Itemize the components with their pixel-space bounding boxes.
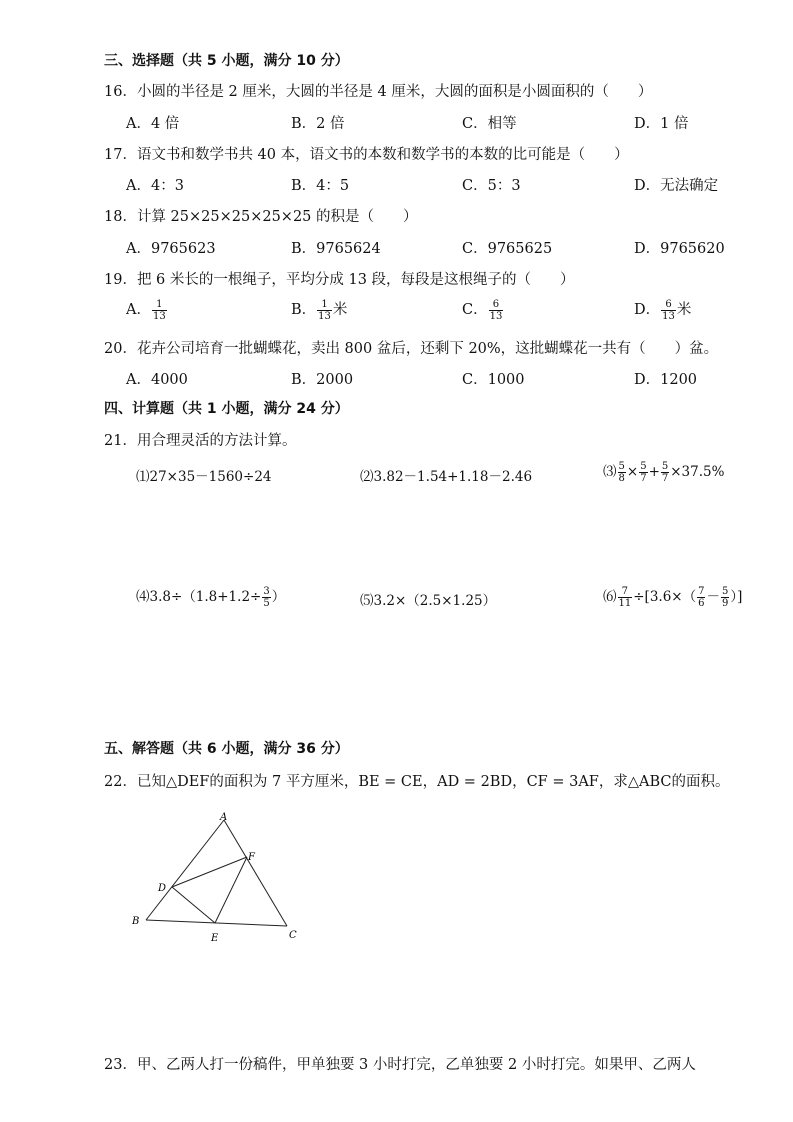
fraction — [618, 461, 626, 484]
question-16: 16．小圆的半径是 2 厘米，大圆的半径是 4 厘米，大圆的面积是小圆面积的（ ） — [104, 84, 653, 100]
option-d: D．1200 — [634, 372, 698, 388]
triangle-figure — [120, 808, 320, 948]
expression-head: ⑷3.8÷（1.8+1.2÷ — [136, 589, 262, 605]
numerator: 5 — [640, 461, 647, 472]
question-20: 20．花卉公司培育一批蝴蝶花，卖出 800 盆后，还剩下 20%，这批蝴蝶花一共有（ ）盆。 — [104, 341, 719, 357]
option-c: C．相等 — [462, 116, 517, 132]
option-a — [126, 298, 168, 322]
item-number: ⑹ — [603, 589, 617, 605]
option-label: C． — [462, 302, 488, 318]
edge-ac — [224, 820, 287, 926]
numerator: 1 — [317, 299, 332, 311]
denominator: 13 — [318, 310, 331, 322]
question-19: 19．把 6 米长的一根绳子，平均分成 13 段，每段是这根绳子的（ ） — [104, 272, 575, 288]
denominator: 9 — [721, 598, 729, 609]
point-label-f: F — [248, 852, 255, 863]
option-a: A．4：3 — [126, 178, 184, 194]
option-c: C．5：3 — [462, 178, 521, 194]
option-b: B．2000 — [291, 372, 354, 388]
operator: + — [648, 464, 660, 480]
option-a: A．9765623 — [126, 241, 216, 257]
question-18: 18．计算 25×25×25×25×25 的积是（ ） — [104, 209, 418, 225]
option-b — [291, 298, 347, 322]
denominator: 13 — [152, 310, 166, 322]
denominator: 7 — [661, 473, 669, 484]
denominator: 11 — [618, 598, 632, 609]
denominator: 8 — [618, 473, 625, 484]
option-label: B． — [291, 302, 317, 318]
point-label-d: D — [158, 883, 167, 894]
unit: 米 — [332, 302, 348, 318]
expression-tail: ）] — [730, 589, 743, 605]
fraction — [618, 586, 633, 609]
numerator: 5 — [661, 461, 669, 472]
point-label-c: C — [289, 930, 297, 941]
point-label-a: A — [220, 812, 228, 823]
item-number: ⑶ — [603, 464, 617, 480]
numerator: 5 — [618, 461, 625, 472]
denominator: 5 — [263, 598, 270, 609]
option-a: A．4000 — [126, 372, 188, 388]
option-label: D． — [634, 302, 661, 318]
fraction — [661, 299, 676, 322]
point-label-b: B — [132, 916, 140, 927]
section-title: 三、选择题（共 5 小题，满分 10 分） — [104, 53, 349, 69]
option-b: B．9765624 — [291, 241, 381, 257]
fraction — [489, 299, 504, 322]
question-22: 22．已知△DEF的面积为 7 平方厘米，BE = CE，AD = 2BD，CF = 3AF，求△ABC的面积。 — [104, 774, 730, 790]
calc-item-3 — [603, 460, 724, 484]
numerator: 5 — [721, 586, 729, 597]
section-title: 五、解答题（共 6 小题，满分 36 分） — [104, 741, 349, 757]
operator: × — [626, 464, 639, 480]
calc-item-1: ⑴27×35－1560÷24 — [136, 469, 272, 485]
expression-middle: ÷[3.6×（ — [633, 589, 697, 605]
option-d: D．无法确定 — [634, 178, 719, 194]
option-d — [634, 298, 691, 322]
fraction — [697, 586, 705, 609]
question-23: 23．甲、乙两人打一份稿件，甲单独要 3 小时打完，乙单独要 2 小时打完。如果甲、乙两人 — [104, 1057, 696, 1073]
expression-tail: ） — [271, 589, 286, 605]
numerator: 3 — [263, 586, 270, 597]
denominator: 13 — [662, 310, 675, 322]
calc-item-5: ⑸3.2×（2.5×1.25） — [360, 593, 497, 609]
denominator: 6 — [698, 598, 705, 609]
option-c: C．9765625 — [462, 241, 553, 257]
fraction — [317, 299, 332, 322]
edge-de — [172, 887, 215, 923]
point-label-e: E — [211, 933, 219, 944]
option-b: B．2 倍 — [291, 116, 345, 132]
question-17: 17．语文书和数学书共 40 本，语文书的本数和数学书的本数的比可能是（ ） — [104, 147, 629, 163]
edge-ef — [215, 857, 247, 923]
numerator: 6 — [489, 299, 504, 311]
numerator: 6 — [661, 299, 676, 311]
unit: 米 — [676, 302, 692, 318]
calc-item-6 — [603, 585, 742, 609]
question-21: 21．用合理灵活的方法计算。 — [104, 433, 297, 449]
option-b: B．4：5 — [291, 178, 350, 194]
fraction — [639, 461, 647, 484]
edge-ab — [146, 820, 224, 920]
numerator: 7 — [618, 586, 633, 598]
option-d: D．1 倍 — [634, 116, 689, 132]
option-d: D．9765620 — [634, 241, 725, 257]
section-title: 四、计算题（共 1 小题，满分 24 分） — [104, 401, 349, 417]
numerator: 7 — [698, 586, 705, 597]
denominator: 13 — [489, 310, 503, 322]
operator: － — [706, 589, 720, 605]
denominator: 7 — [640, 473, 647, 484]
option-a: A．4 倍 — [126, 116, 180, 132]
expression-tail: ×37.5% — [670, 464, 725, 480]
option-c — [462, 298, 504, 322]
numerator: 1 — [152, 299, 167, 311]
option-c: C．1000 — [462, 372, 525, 388]
fraction — [721, 586, 729, 609]
fraction — [262, 586, 270, 609]
calc-item-4 — [136, 585, 285, 609]
fraction — [661, 461, 669, 484]
fraction — [152, 299, 167, 322]
option-label: A． — [126, 302, 151, 318]
calc-item-2: ⑵3.82－1.54+1.18－2.46 — [360, 469, 533, 485]
